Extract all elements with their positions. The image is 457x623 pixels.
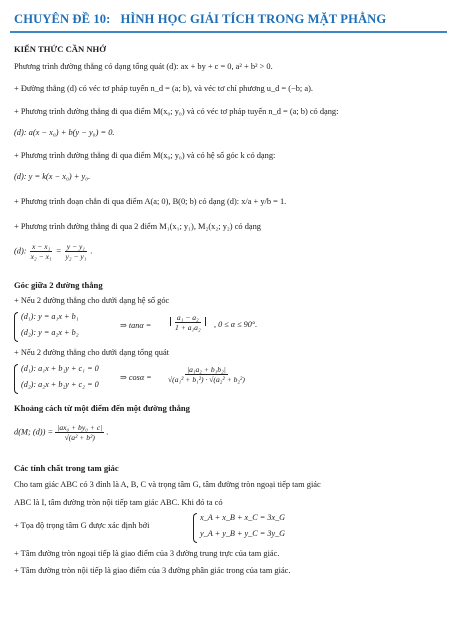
cos-den: √(a₁² + b₁²) · √(a₂² + b₂²) <box>168 375 245 384</box>
section-heading-goc: Góc giữa 2 đường thẳng <box>14 280 103 290</box>
title-underline <box>10 31 447 33</box>
distance-period: . <box>106 427 109 437</box>
system-2-line-b: (d₂): a₂x + b₂y + c₂ = 0 <box>21 380 99 389</box>
text-line-slope: + Phương trình đường thẳng đi qua điểm M(x₀; y₀) và có hệ số góc k có dạng: <box>14 151 276 160</box>
text-line-circumcenter: + Tâm đường tròn ngoại tiếp là giao điểm của 3 đường trung trực của tam giác. <box>14 549 280 558</box>
distance-den: √(a² + b²) <box>64 433 95 442</box>
formula-distance <box>14 423 108 442</box>
centroid-x: x_A + x_B + x_C = 3x_G <box>200 513 286 522</box>
section-heading-tam-giac: Các tính chất trong tam giác <box>14 463 119 473</box>
page-title <box>14 12 454 27</box>
fraction-y-den: y₂ − y₁ <box>65 252 87 261</box>
section-heading-kien-thuc: KIẾN THỨC CẦN NHỚ <box>14 44 106 54</box>
angle-cos-fraction <box>166 365 247 384</box>
system-1-line-a: (d₁): y = a₁x + b₁ <box>21 312 79 321</box>
angle-tan-fraction <box>170 313 206 332</box>
text-line-general-equation: Phương trình đường thẳng có dạng tổng quát (d): ax + by + c = 0, a² + b² > 0. <box>14 62 273 71</box>
text-line-triangle-intro-2: ABC là I, tâm đường tròn nội tiếp tam giác ABC. Khi đó ta có <box>14 498 223 507</box>
section-heading-khoang-cach: Khoảng cách từ một điểm đến một đường thẳng <box>14 403 190 413</box>
text-line-triangle-intro: Cho tam giác ABC có 3 đỉnh là A, B, C và trọng tâm G, tâm đường tròn ngoại tiếp tam giác <box>14 480 321 489</box>
fraction-y-num: y − y₁ <box>66 242 86 251</box>
text-line-angle-slope: + Nếu 2 đường thẳng cho dưới dạng hệ số góc <box>14 296 170 305</box>
text-line-point-normal: + Phương trình đường thẳng đi qua điểm M(x₀; y₀) và có véc tơ pháp tuyến n_d = (a; b) có dạng: <box>14 107 339 116</box>
text-line-angle-general: + Nếu 2 đường thẳng cho dưới dạng tổng quát <box>14 348 170 357</box>
fraction-y <box>63 242 88 261</box>
formula-point-normal: (d): a(x − x₀) + b(y − y₀) = 0. <box>14 128 115 137</box>
distance-left: d(M; (d)) = <box>14 427 54 437</box>
centroid-y: y_A + y_B + y_C = 3y_G <box>200 529 286 538</box>
formula-two-points-left: (d): <box>14 246 27 256</box>
fraction-x-num: x − x₁ <box>31 242 51 251</box>
angle-range: , 0 ≤ α ≤ 90°. <box>214 320 258 329</box>
equals-sign: = <box>55 246 62 256</box>
system-brace-3 <box>193 513 197 543</box>
chapter-topic: HÌNH HỌC GIẢI TÍCH TRONG MẶT PHẲNG <box>120 12 387 26</box>
text-line-incenter: + Tâm đường tròn nội tiếp là giao điểm của 3 đường phân giác trong của tam giác. <box>14 566 291 575</box>
text-line-centroid: + Tọa độ trọng tâm G được xác định bởi <box>14 521 150 530</box>
chapter-label: CHUYÊN ĐỀ 10: <box>14 12 111 26</box>
angle-cos-implies: ⇒ cosα = <box>120 373 152 382</box>
tan-den: 1 + a₁a₂ <box>175 323 201 332</box>
tan-num: a₁ − a₂ <box>176 313 199 322</box>
cos-num: |a₁a₂ + b₁b₂| <box>186 365 226 374</box>
fraction-x-den: x₂ − x₁ <box>30 252 52 261</box>
text-line-two-points: + Phương trình đường thẳng đi qua 2 điểm M₁(x₁; y₁), M₂(x₂; y₂) có dạng <box>14 222 261 231</box>
angle-tan-implies: ⇒ tanα = <box>120 321 152 330</box>
fraction-x <box>29 242 54 261</box>
distance-num: |ax₀ + by₀ + c| <box>57 423 103 432</box>
text-line-intercept: + Phương trình đoạn chắn đi qua điểm A(a; 0), B(0; b) có dạng (d): x/a + y/b = 1. <box>14 197 287 206</box>
text-line-vectors: + Đường thẳng (d) có véc tơ pháp tuyến n_d = (a; b), và véc tơ chỉ phương u_d = (−b; a). <box>14 84 313 93</box>
formula-slope: (d): y = k(x − x₀) + y₀. <box>14 172 91 181</box>
period: . <box>90 246 93 256</box>
system-1-line-b: (d₂): y = a₂x + b₂ <box>21 328 79 337</box>
system-brace-2 <box>14 364 18 394</box>
system-brace-1 <box>14 312 18 342</box>
system-2-line-a: (d₁): a₁x + b₁y + c₁ = 0 <box>21 364 99 373</box>
formula-two-points <box>14 242 93 261</box>
